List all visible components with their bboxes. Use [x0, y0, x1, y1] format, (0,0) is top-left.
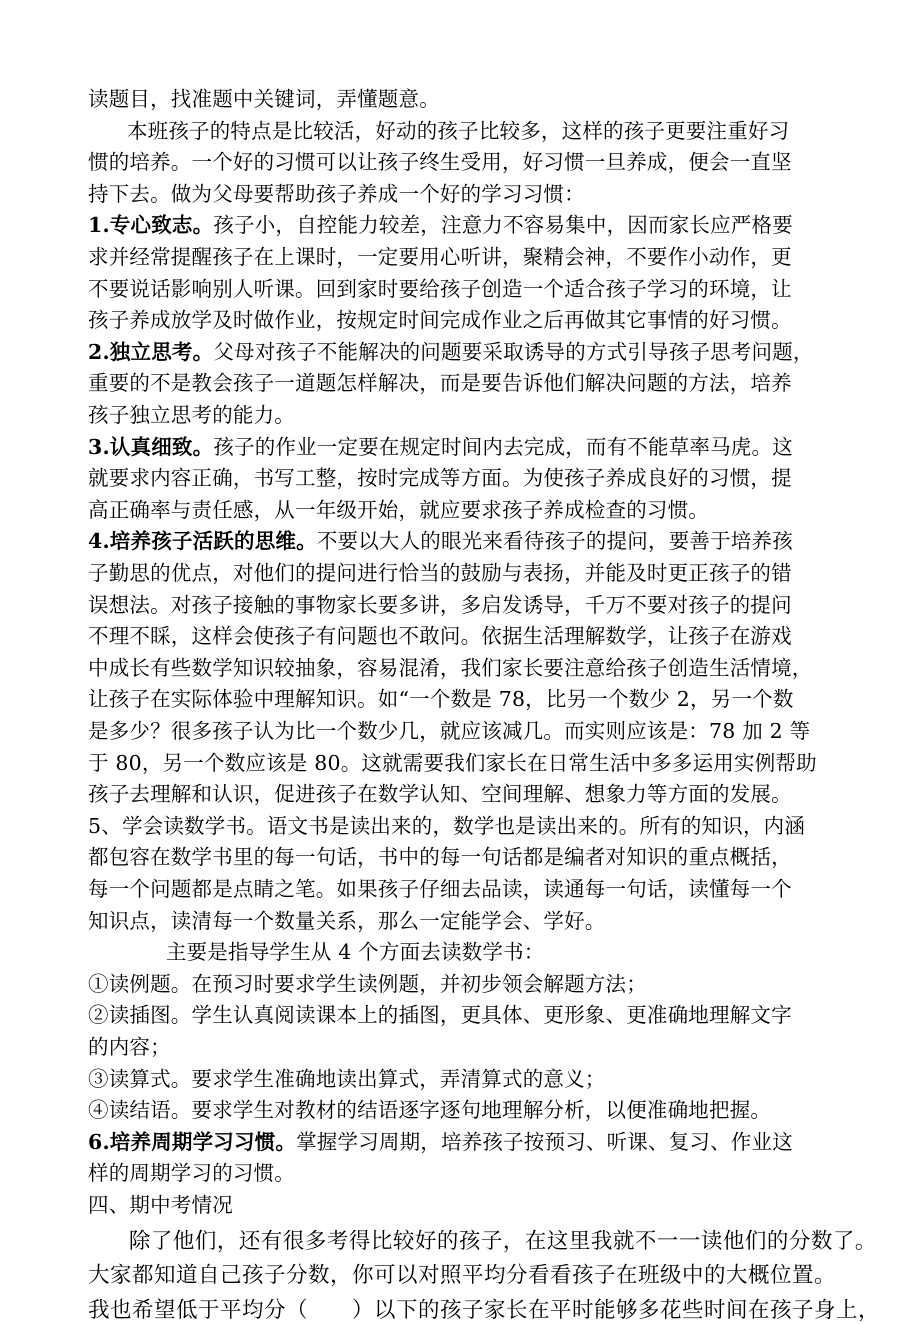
- text-line: [88, 876, 792, 903]
- line-text: 孩子小，自控能力较差，注意力不容易集中，因而家长应严格要: [213, 213, 793, 238]
- text-line: [88, 1262, 836, 1289]
- text-line: [88, 971, 647, 998]
- text-line: [88, 1066, 606, 1093]
- line-text: 不要以大人的眼光来看待孩子的提问，要善于培养孩: [316, 529, 793, 554]
- line-text: 主要是指导学生从 4 个方面去读数学书：: [165, 940, 545, 965]
- line-text: ①读例题。在预习时要求学生读例题，并初步领会解题方法；: [88, 971, 647, 996]
- text-line: [88, 370, 792, 397]
- text-line: [88, 212, 793, 239]
- text-line: [88, 181, 585, 208]
- line-text: 求并经常提醒孩子在上课时，一定要用心听讲，聚精会神，不要作小动作，更: [88, 245, 792, 269]
- text-line: [88, 1002, 792, 1029]
- line-text: 知识点，读清每一个数量关系，那么一定能学会、学好。: [88, 908, 606, 933]
- bold-heading: 2.独立思考。: [88, 339, 214, 364]
- text-line: [88, 939, 544, 966]
- line-text: 每一个问题都是点睛之笔。如果孩子仔细去品读，读通每一句话，读懂每一个: [88, 877, 792, 901]
- text-line: [88, 1034, 171, 1061]
- line-text: 孩子去理解和认识，促进孩子在数学认知、空间理解、想象力等方面的发展。: [88, 782, 792, 807]
- text-line: [88, 1192, 233, 1219]
- line-text: 孩子养成放学及时做作业，按规定时间完成作业之后再做其它事情的好习惯。: [88, 308, 792, 333]
- text-line: [88, 623, 792, 650]
- line-text: 是多少？很多孩子认为比一个数少几，就应该减几。而实则应该是：78 加 2 等: [88, 719, 811, 743]
- text-line: [88, 655, 813, 682]
- text-line: [88, 276, 792, 303]
- text-line: [88, 149, 792, 176]
- text-line: [88, 528, 793, 555]
- line-text: 都包容在数学书里的每一句话，书中的每一句话都是编者对知识的重点概括，: [88, 845, 792, 870]
- text-line: [88, 1129, 793, 1156]
- line-text: 中成长有些数学知识较抽象，容易混淆，我们家长要注意给孩子创造生活情境，: [88, 655, 813, 680]
- line-text: 四、期中考情况: [88, 1193, 233, 1217]
- line-text: 高正确率与责任感，从一年级开始，就应要求孩子养成检查的习惯。: [88, 497, 709, 522]
- line-text: 让孩子在实际体验中理解知识。如“一个数是 78，比另一个数少 2，另一个数: [88, 687, 794, 712]
- text-line: [88, 118, 789, 145]
- line-text: 不理不睬，这样会使孩子有问题也不敢问。依据生活理解数学，让孩子在游戏: [88, 624, 792, 649]
- line-text: 读题目，找准题中关键词，弄懂题意。: [88, 87, 440, 111]
- line-text: 孩子的作业一定要在规定时间内去完成，而有不能草率马虎。这: [213, 434, 793, 459]
- text-line: [88, 1097, 771, 1124]
- line-text: ③读算式。要求学生准确地读出算式，弄清算式的意义；: [88, 1066, 606, 1091]
- line-text: 除了他们，还有很多考得比较好的孩子，在这里我就不一一读他们的分数了。: [128, 1228, 877, 1254]
- text-line: [88, 86, 440, 113]
- line-text: 孩子独立思考的能力。: [88, 403, 295, 427]
- text-line: [88, 339, 814, 366]
- text-line: [88, 307, 792, 334]
- line-text: 就要求内容正确，书写工整，按时完成等方面。为使孩子养成良好的习惯，提: [88, 466, 792, 491]
- line-text: 父母对孩子不能解决的问题要采取诱导的方式引导孩子思考问题，: [213, 339, 814, 364]
- text-line: [88, 1297, 880, 1324]
- text-line: [88, 244, 792, 271]
- text-line: [88, 908, 606, 935]
- text-line: [88, 781, 792, 808]
- line-text: 惯的培养。一个好的习惯可以让孩子终生受用，好习惯一旦养成，便会一直坚: [88, 150, 792, 175]
- text-line: [88, 465, 792, 492]
- text-line: [88, 718, 810, 745]
- text-line: [88, 750, 817, 777]
- bold-heading: 6.培养周期学习习惯。: [88, 1129, 297, 1154]
- text-line: [88, 813, 805, 840]
- line-text: 5、学会读数学书。语文书是读出来的，数学也是读出来的。所有的知识，内涵: [88, 813, 806, 838]
- line-text: ④读结语。要求学生对教材的结语逐字逐句地理解分析，以便准确地把握。: [88, 1098, 772, 1123]
- bold-heading: 3.认真细致。: [88, 434, 214, 459]
- line-text: 误想法。对孩子接触的事物家长要多讲，多启发诱导，千万不要对孩子的提问: [88, 592, 792, 617]
- bold-heading: 1.专心致志。: [88, 213, 214, 238]
- text-line: [88, 560, 792, 587]
- line-text: 我也希望低于平均分（ ）以下的孩子家长在平时能够多花些时间在孩子身上，: [88, 1297, 881, 1323]
- text-line: [88, 1160, 295, 1187]
- line-text: 于 80，另一个数应该是 80。这就需要我们家长在日常生活中多多运用实例帮助: [88, 750, 817, 775]
- line-text: 样的周期学习的习惯。: [88, 1161, 295, 1186]
- text-line: [88, 844, 792, 871]
- text-line: [88, 434, 793, 461]
- line-text: 掌握学习周期，培养孩子按预习、听课、复习、作业这: [296, 1129, 793, 1154]
- bold-heading: 4.培养孩子活跃的思维。: [88, 529, 317, 554]
- line-text: 重要的不是教会孩子一道题怎样解决，而是要告诉他们解决问题的方法，培养: [88, 371, 792, 396]
- text-line: [88, 592, 792, 619]
- line-text: ②读插图。学生认真阅读课本上的插图，更具体、更形象、更准确地理解文字: [88, 1003, 792, 1028]
- line-text: 持下去。做为父母要帮助孩子养成一个好的学习习惯：: [88, 181, 585, 206]
- line-text: 的内容；: [88, 1035, 171, 1059]
- text-line: [88, 402, 295, 429]
- text-line: [88, 686, 794, 713]
- line-text: 不要说话影响别人听课。回到家时要给孩子创造一个适合孩子学习的环境，让: [88, 276, 792, 301]
- text-line: [88, 1228, 877, 1255]
- line-text: 子勤思的优点，对他们的提问进行恰当的鼓励与表扬，并能及时更正孩子的错: [88, 561, 792, 585]
- text-line: [88, 497, 709, 524]
- line-text: 本班孩子的特点是比较活，好动的孩子比较多，这样的孩子更要注重好习: [126, 118, 790, 143]
- line-text: 大家都知道自己孩子分数，你可以对照平均分看看孩子在班级中的大概位置。: [88, 1263, 837, 1289]
